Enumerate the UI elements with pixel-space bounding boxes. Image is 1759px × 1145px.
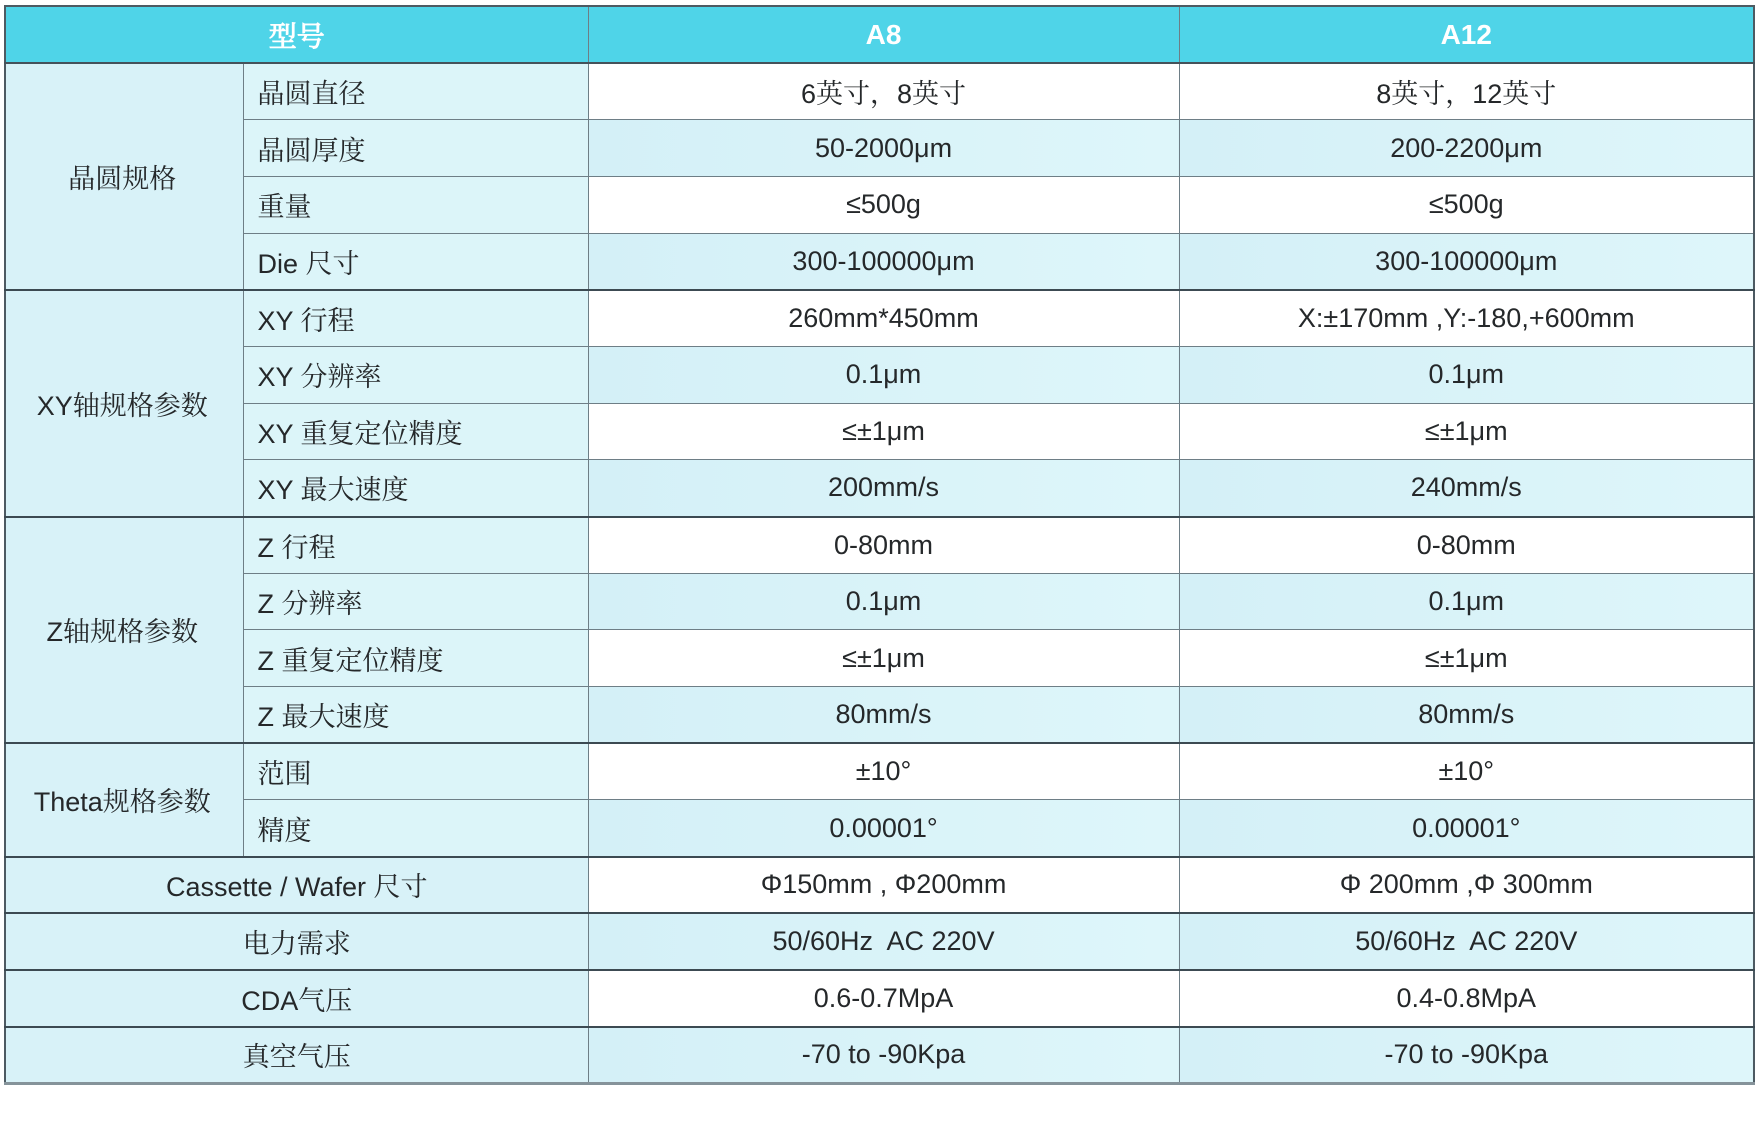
- value-a12: ≤±1μm: [1179, 403, 1754, 460]
- value-a12: X:±170mm ,Y:-180,+600mm: [1179, 290, 1754, 347]
- value-a12: 200-2200μm: [1179, 120, 1754, 177]
- header-a8: A8: [588, 6, 1179, 63]
- row-label: XY 重复定位精度: [243, 403, 588, 460]
- table-row: [5, 346, 1754, 403]
- value-a12: ±10°: [1179, 743, 1754, 800]
- table-row: [5, 857, 1754, 914]
- value-a8: 50/60Hz AC 220V: [588, 913, 1179, 970]
- value-a8: 80mm/s: [588, 687, 1179, 744]
- value-a8: 0.6-0.7MpA: [588, 970, 1179, 1027]
- table-row: [5, 970, 1754, 1027]
- value-a8: 0-80mm: [588, 517, 1179, 574]
- group-z-axis: Z轴规格参数: [5, 517, 243, 744]
- value-a12: ≤500g: [1179, 176, 1754, 233]
- merged-row-label-cassette-wafer-size: Cassette / Wafer 尺寸: [5, 857, 588, 914]
- header-row: [5, 6, 1754, 63]
- row-label: Z 分辨率: [243, 573, 588, 630]
- table-row: [5, 176, 1754, 233]
- table-row: [5, 687, 1754, 744]
- row-label: 精度: [243, 800, 588, 857]
- value-a8: 200mm/s: [588, 460, 1179, 517]
- value-a8: 300-100000μm: [588, 233, 1179, 290]
- value-a12: 0.1μm: [1179, 573, 1754, 630]
- row-label: XY 分辨率: [243, 346, 588, 403]
- merged-row-label-power: 电力需求: [5, 913, 588, 970]
- value-a8: 50-2000μm: [588, 120, 1179, 177]
- table-row: [5, 120, 1754, 177]
- value-a8: -70 to -90Kpa: [588, 1027, 1179, 1084]
- value-a12: ≤±1μm: [1179, 630, 1754, 687]
- spec-table: [4, 5, 1755, 1085]
- table-row: [5, 1027, 1754, 1084]
- merged-row-label-cda-pressure: CDA气压: [5, 970, 588, 1027]
- table-row: [5, 403, 1754, 460]
- table-row: [5, 743, 1754, 800]
- table-row: [5, 800, 1754, 857]
- value-a8: 0.00001°: [588, 800, 1179, 857]
- row-label: Z 行程: [243, 517, 588, 574]
- value-a8: 260mm*450mm: [588, 290, 1179, 347]
- value-a12: 0.1μm: [1179, 346, 1754, 403]
- header-a12: A12: [1179, 6, 1754, 63]
- value-a12: 50/60Hz AC 220V: [1179, 913, 1754, 970]
- row-label: XY 最大速度: [243, 460, 588, 517]
- value-a8: 0.1μm: [588, 346, 1179, 403]
- value-a8: ±10°: [588, 743, 1179, 800]
- value-a8: ≤±1μm: [588, 403, 1179, 460]
- group-theta: Theta规格参数: [5, 743, 243, 856]
- table-row: [5, 630, 1754, 687]
- header-model: 型号: [5, 6, 588, 63]
- row-label: Z 重复定位精度: [243, 630, 588, 687]
- value-a12: 0.00001°: [1179, 800, 1754, 857]
- merged-row-label-vacuum-pressure: 真空气压: [5, 1027, 588, 1084]
- value-a12: 240mm/s: [1179, 460, 1754, 517]
- value-a12: -70 to -90Kpa: [1179, 1027, 1754, 1084]
- group-xy-axis: XY轴规格参数: [5, 290, 243, 517]
- group-wafer-specs: 晶圆规格: [5, 63, 243, 290]
- value-a12: 0-80mm: [1179, 517, 1754, 574]
- value-a8: 6英寸，8英寸: [588, 63, 1179, 120]
- table-row: [5, 63, 1754, 120]
- table-row: [5, 913, 1754, 970]
- value-a12: 8英寸，12英寸: [1179, 63, 1754, 120]
- value-a12: 80mm/s: [1179, 687, 1754, 744]
- table-row: [5, 460, 1754, 517]
- value-a8: Φ150mm , Φ200mm: [588, 857, 1179, 914]
- value-a12: 0.4-0.8MpA: [1179, 970, 1754, 1027]
- table-row: [5, 517, 1754, 574]
- table-row: [5, 233, 1754, 290]
- row-label: 晶圆厚度: [243, 120, 588, 177]
- row-label: 重量: [243, 176, 588, 233]
- value-a8: 0.1μm: [588, 573, 1179, 630]
- table-row: [5, 290, 1754, 347]
- value-a12: Φ 200mm ,Φ 300mm: [1179, 857, 1754, 914]
- row-label: Z 最大速度: [243, 687, 588, 744]
- value-a8: ≤±1μm: [588, 630, 1179, 687]
- value-a12: 300-100000μm: [1179, 233, 1754, 290]
- table-row: [5, 573, 1754, 630]
- row-label: 范围: [243, 743, 588, 800]
- value-a8: ≤500g: [588, 176, 1179, 233]
- row-label: 晶圆直径: [243, 63, 588, 120]
- row-label: XY 行程: [243, 290, 588, 347]
- row-label: Die 尺寸: [243, 233, 588, 290]
